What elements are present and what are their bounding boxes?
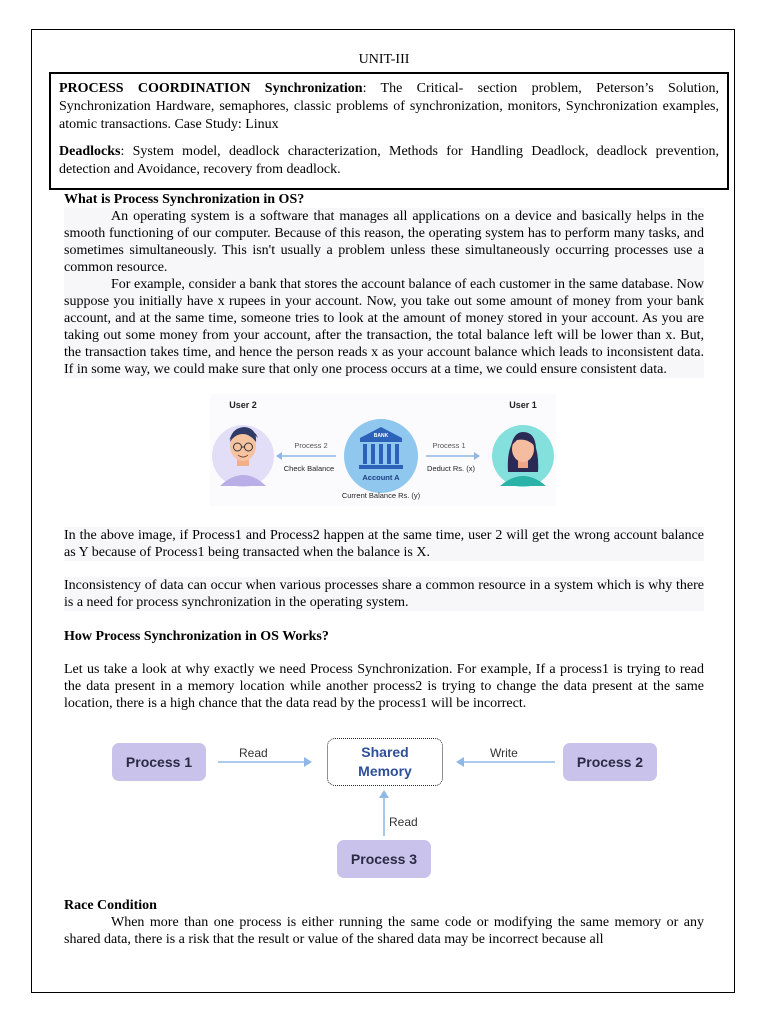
deduct-label: Deduct Rs. (x) [427, 464, 475, 473]
paragraph-inconsistency [64, 577, 704, 611]
deadlocks-text: : System model, deadlock characterization, Methods for Handling Deadlock, deadlock prevention, detection and Avoidance, recovery from deadlock. [59, 144, 719, 177]
paragraph: Let us take a look at why exactly we need Process Synchronization. For example, If a process1 is trying to read the data present in a memory location while another process2 is trying to change the data present at the same location, there is a high chance that the data read by the process1 will be incorrect. [64, 662, 704, 711]
bank-sign: BANK [373, 433, 389, 439]
bank-transaction-figure [210, 394, 556, 506]
user2-label: User 2 [229, 400, 257, 410]
section-race-condition [64, 897, 704, 948]
memory-line1: Shared [361, 744, 409, 760]
process-coordination-text: : The Critical- section problem, Peterson’s Solution, Synchronization Hardware, semaphores, classic problems of synchronization, monitors, Synchronization examples, atomic transactions. Case Study: Linux [59, 81, 720, 132]
section-how-it-works [64, 628, 704, 712]
unit-title: UNIT-III [358, 52, 410, 67]
syllabus-process-coordination [59, 80, 719, 134]
shaded-block [64, 208, 704, 378]
process1-box: Process 1 [112, 743, 206, 781]
paragraph: In the above image, if Process1 and Process2 happen at the same time, user 2 will get the wrong account balance as Y because of Process1 being transacted when the balance is X. [64, 528, 704, 560]
process2-label: Process 2 [294, 441, 328, 450]
section-heading: How Process Synchronization in OS Works? [64, 629, 329, 644]
process-coordination-heading: PROCESS COORDINATION Synchronization [59, 81, 363, 96]
syllabus-deadlocks [59, 143, 719, 179]
paragraph: For example, consider a bank that stores the account balance of each customer in the same database. Now suppose you initially have x rupees in your account. Now, you take out some amount of money from your bank account, and at the same time, someone tries to look at the amount of money stored in your account. As you are taking out some money from your account, after the transaction, the total balance left will be lower than x. But, the transaction takes time, and hence the person reads x as your account balance which leads to inconsistent data. If in some way, we could make sure that only one process occurs at a time, we could ensure consistent data. [64, 277, 704, 377]
paragraph: When more than one process is either running the same code or modifying the same memory or any shared data, there is a risk that the result or value of the shared data may be incorrect because all [64, 915, 704, 947]
paragraph: Inconsistency of data can occur when various processes share a common resource in a system which is why there is a need for process synchronization in the operating system. [64, 578, 704, 610]
paragraph-above-image [64, 527, 704, 561]
user1-label: User 1 [509, 400, 537, 410]
user1-avatar [492, 425, 554, 487]
section-heading: What is Process Synchronization in OS? [64, 192, 305, 207]
deadlocks-heading: Deadlocks [59, 144, 121, 159]
write-label-p2: Write [490, 746, 518, 760]
read-label-p1: Read [239, 746, 268, 760]
arrow-process1 [426, 452, 480, 460]
memory-line2: Memory [358, 763, 412, 779]
section-heading: Race Condition [64, 898, 157, 913]
syllabus-box [49, 72, 729, 190]
process1-label: Process 1 [432, 441, 466, 450]
bank-icon [344, 419, 418, 493]
check-balance-label: Check Balance [283, 464, 335, 473]
arrow-process2 [276, 452, 336, 460]
diagram-arrows [100, 732, 670, 882]
section-synchronization [64, 191, 704, 378]
process2-box: Process 2 [563, 743, 657, 781]
process-memory-diagram [100, 732, 670, 882]
current-balance-label: Current Balance Rs. (y) [341, 491, 421, 500]
read-label-p3: Read [389, 815, 418, 829]
user2-avatar [212, 425, 274, 487]
account-label: Account A [362, 473, 400, 482]
paragraph: An operating system is a software that manages all applications on a device and basically helps in the smooth functioning of our computer. Because of this reason, the operating system has to perform many tasks, and sometimes simultaneously. This isn't usually a problem unless these simultaneously occurring processes use a common resource. [64, 209, 704, 275]
process3-box: Process 3 [337, 840, 431, 878]
